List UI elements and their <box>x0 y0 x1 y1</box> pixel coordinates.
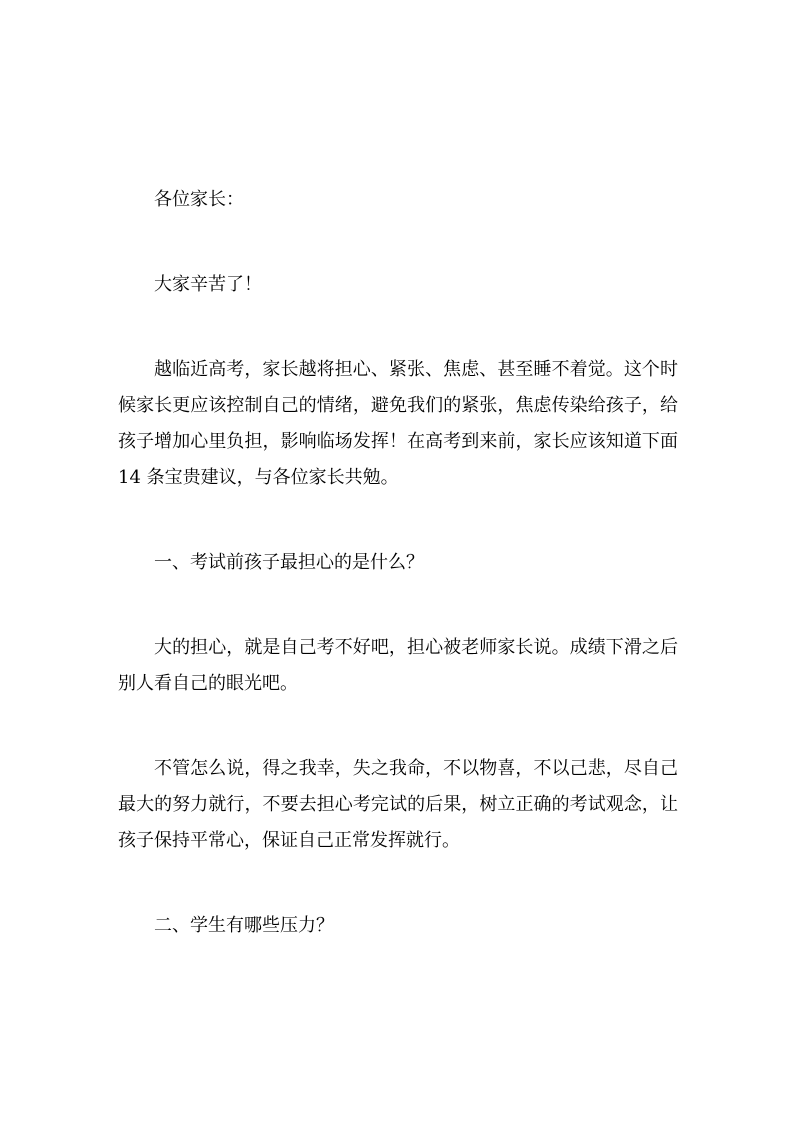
greeting: 大家辛苦了！ <box>154 274 262 295</box>
section-1-paragraph-2: 不管怎么说，得之我幸，失之我命，不以物喜，不以己悲，尽自己最大的努力就行，不要去担心考完试的后果，树立正确的考试观念，让孩子保持平常心，保证自己正常发挥就行。 <box>118 758 678 851</box>
section-heading-1: 一、考试前孩子最担心的是什么？ <box>154 552 424 573</box>
document-body <box>118 182 678 944</box>
section-1-paragraph-1: 大的担心，就是自己考不好吧，担心被老师家长说。成绩下滑之后别人看自己的眼光吧。 <box>118 637 678 694</box>
intro-paragraph: 越临近高考，家长越将担心、紧张、焦虑、甚至睡不着觉。这个时候家长更应该控制自己的情绪，避免我们的紧张，焦虑传染给孩子，给孩子增加心里负担，影响临场发挥！在高考到来前，家长应该知道下面 14 条宝贵建议，与各位家长共勉。 <box>118 359 678 488</box>
section-heading-2: 二、学生有哪些压力？ <box>154 915 334 936</box>
salutation: 各位家长： <box>154 189 244 210</box>
